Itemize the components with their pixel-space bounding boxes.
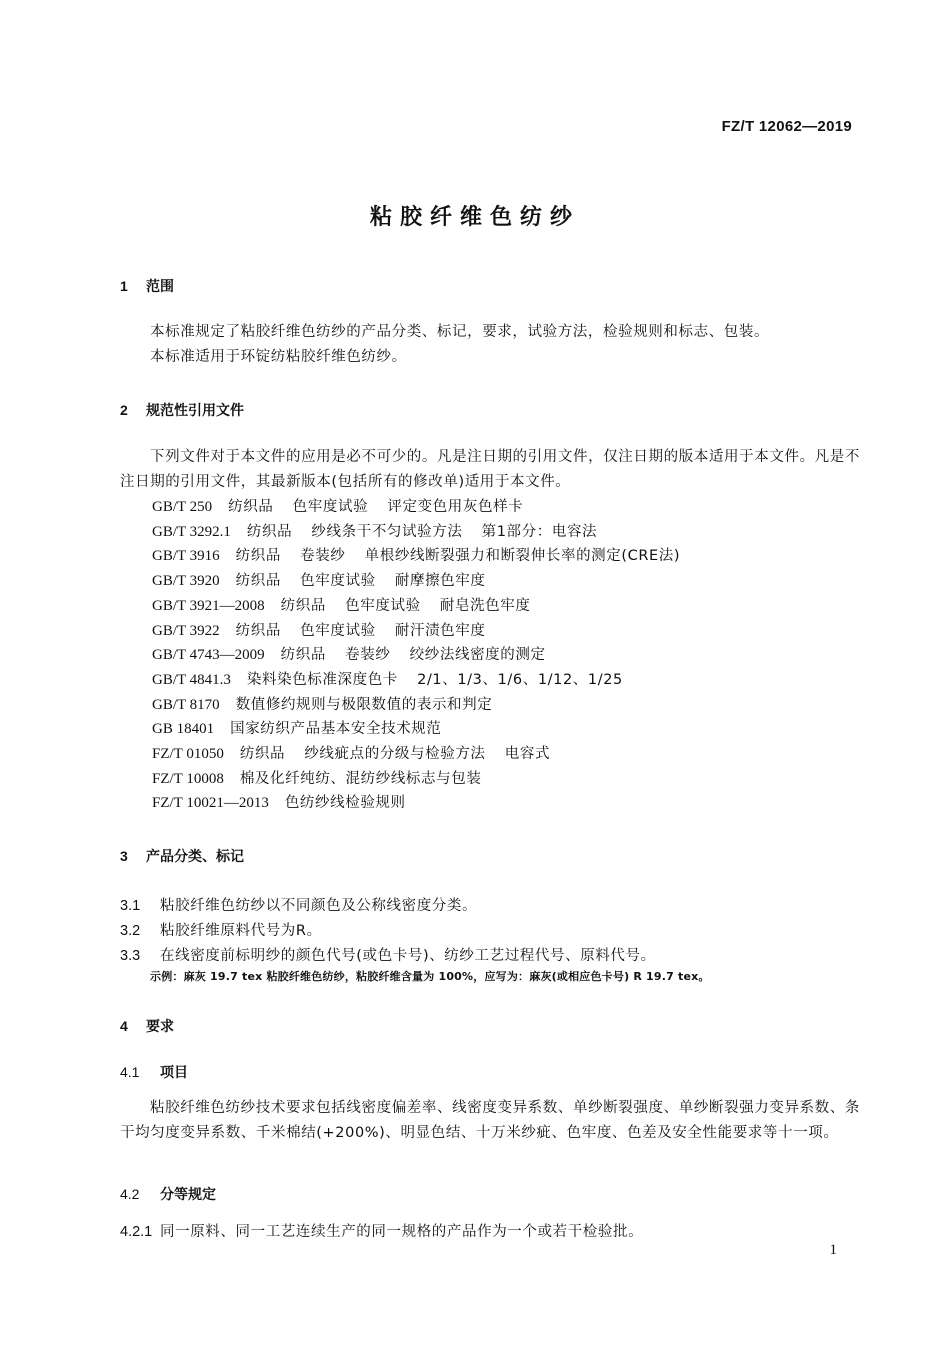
clause-number: 3.3 xyxy=(120,948,141,964)
reference-id: FZ/T 01050 xyxy=(152,746,224,762)
reference-id: GB/T 3292.1 xyxy=(152,523,231,540)
reference-title: 纺织品 纱线疵点的分级与检验方法 电容式 xyxy=(239,746,551,762)
reference-id: GB/T 3916 xyxy=(152,548,220,565)
reference-title: 数值修约规则与极限数值的表示和判定 xyxy=(235,696,493,713)
reference-title: 纺织品 色牢度试验 耐摩擦色牢度 xyxy=(235,573,486,590)
reference-id: GB/T 8170 xyxy=(152,696,220,713)
reference-item xyxy=(152,791,406,812)
reference-item xyxy=(152,668,623,689)
section-number: 1 xyxy=(120,278,128,294)
reference-id: GB/T 4743—2009 xyxy=(152,647,265,664)
subsection-4-2-heading xyxy=(120,1184,216,1204)
reference-title: 色纺纱线检验规则 xyxy=(284,795,406,812)
section-2-heading xyxy=(120,400,244,420)
reference-id: GB/T 3922 xyxy=(152,622,220,639)
section-title: 产品分类、标记 xyxy=(146,849,244,865)
clause-3-1 xyxy=(120,894,477,915)
section-number: 4 xyxy=(120,1018,128,1034)
reference-title: 纺织品 纱线条干不匀试验方法 第1部分：电容法 xyxy=(246,523,598,540)
scope-paragraph-1: 本标准规定了粘胶纤维色纺纱的产品分类、标记，要求，试验方法，检验规则和标志、包装。 xyxy=(150,324,770,340)
section-1-heading xyxy=(120,276,174,296)
reference-id: GB 18401 xyxy=(152,721,215,738)
reference-item xyxy=(152,717,442,738)
subsection-number: 4.2 xyxy=(120,1186,140,1202)
subsection-title: 分等规定 xyxy=(160,1187,216,1203)
reference-item xyxy=(152,767,481,788)
section-title: 要求 xyxy=(146,1019,174,1035)
reference-item xyxy=(152,495,523,516)
requirements-items-paragraph: 粘胶纤维色纺纱技术要求包括线密度偏差率、线密度变异系数、单纱断裂强度、单纱断裂强力变异系数、条干均匀度变异系数、千米棉结(+200%)、明显色结、十万米纱疵、色牢度、色差及安全性能要求等十一项。 xyxy=(120,1100,860,1141)
clause-text: 粘胶纤维色纺纱以不同颜色及公称线密度分类。 xyxy=(160,898,478,914)
reference-id: FZ/T 10008 xyxy=(152,770,224,787)
section-number: 3 xyxy=(120,848,128,864)
subsection-number: 4.1 xyxy=(120,1064,140,1080)
reference-title: 纺织品 色牢度试验 耐皂洗色牢度 xyxy=(280,597,531,614)
clause-3-3 xyxy=(120,944,656,965)
clause-text: 在线密度前标明纱的颜色代号(或色卡号)、纺纱工艺过程代号、原料代号。 xyxy=(160,948,656,964)
reference-title: 纺织品 卷装纱 绞纱法线密度的测定 xyxy=(280,647,546,664)
section-title: 范围 xyxy=(146,279,174,295)
section-title: 规范性引用文件 xyxy=(146,403,244,419)
clause-text: 同一原料、同一工艺连续生产的同一规格的产品作为一个或若干检验批。 xyxy=(160,1224,644,1240)
clause-text: 粘胶纤维原料代号为R。 xyxy=(160,923,322,939)
reference-item xyxy=(152,643,546,664)
section-number: 2 xyxy=(120,402,128,418)
reference-item xyxy=(152,569,485,590)
reference-title: 纺织品 色牢度试验 耐汗渍色牢度 xyxy=(235,622,486,639)
clause-number: 4.2.1 xyxy=(120,1224,153,1240)
reference-title: 国家纺织产品基本安全技术规范 xyxy=(230,721,442,738)
reference-item xyxy=(152,594,530,615)
reference-title: 纺织品 卷装纱 单根纱线断裂强力和断裂伸长率的测定(CRE法) xyxy=(235,548,681,565)
reference-id: GB/T 250 xyxy=(152,499,213,515)
reference-title: 纺织品 色牢度试验 评定变色用灰色样卡 xyxy=(228,499,524,515)
subsection-title: 项目 xyxy=(160,1065,188,1081)
reference-id: GB/T 3921—2008 xyxy=(152,597,265,614)
page-number: 1 xyxy=(829,1242,837,1258)
clause-4-2-1 xyxy=(120,1220,643,1241)
clause-number: 3.1 xyxy=(120,898,141,914)
clause-number: 3.2 xyxy=(120,923,141,939)
section-4-heading xyxy=(120,1016,174,1036)
reference-id: GB/T 3920 xyxy=(152,573,220,590)
reference-title: 染料染色标准深度色卡 2/1、1/3、1/6、1/12、1/25 xyxy=(246,671,623,688)
reference-title: 棉及化纤纯纺、混纺纱线标志与包装 xyxy=(239,770,482,787)
reference-id: GB/T 4841.3 xyxy=(152,671,231,688)
reference-item xyxy=(152,693,492,714)
document-title: 粘胶纤维色纺纱 xyxy=(369,205,580,230)
subsection-4-1-heading xyxy=(120,1062,188,1082)
reference-item xyxy=(152,544,680,565)
reference-item xyxy=(152,520,597,541)
section-3-heading xyxy=(120,846,244,866)
reference-item xyxy=(152,619,485,640)
normative-intro-paragraph: 下列文件对于本文件的应用是必不可少的。凡是注日期的引用文件，仅注日期的版本适用于本文件。凡是不注日期的引用文件，其最新版本(包括所有的修改单)适用于本文件。 xyxy=(120,449,860,490)
marking-example: 示例：麻灰 19.7 tex 粘胶纤维色纺纱，粘胶纤维含量为 100%，应写为：麻灰(或相应色卡号) R 19.7 tex。 xyxy=(150,970,710,983)
reference-id: FZ/T 10021—2013 xyxy=(152,795,269,812)
reference-item xyxy=(152,742,550,763)
clause-3-2 xyxy=(120,919,322,940)
scope-paragraph-2: 本标准适用于环锭纺粘胶纤维色纺纱。 xyxy=(150,349,407,365)
standard-code: FZ/T 12062—2019 xyxy=(721,118,852,135)
